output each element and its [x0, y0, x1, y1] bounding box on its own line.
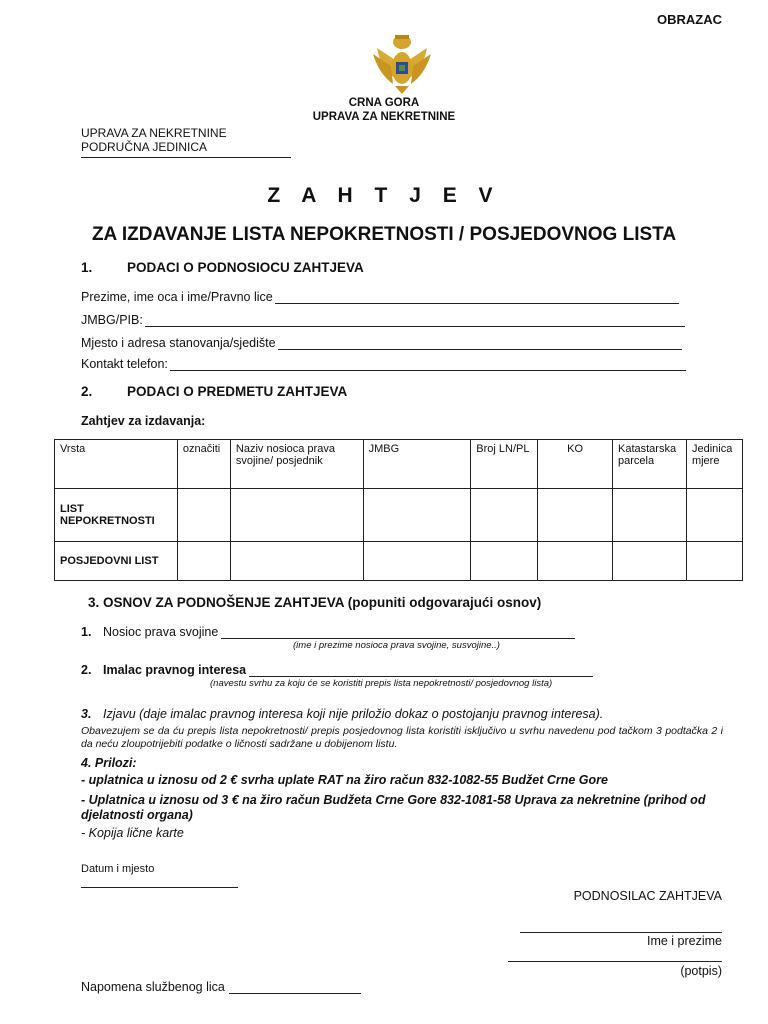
table-cell[interactable] [363, 542, 471, 581]
section3-note: (popuniti odgovarajući osnov) [344, 595, 542, 610]
item2-number: 2. [81, 663, 92, 677]
table-cell[interactable] [363, 489, 471, 542]
section1-title: PODACI O PODNOSIOCU ZAHTJEVA [127, 260, 364, 275]
date-place-label: Datum i mjesto [81, 863, 155, 875]
jmbg-pib-label: JMBG/PIB: [81, 313, 143, 327]
column-header: Jedinica mjere [686, 440, 742, 489]
attachment-list [81, 773, 723, 841]
table-cell[interactable] [686, 489, 742, 542]
column-header: Broj LN/PL [471, 440, 538, 489]
table-cell[interactable] [686, 542, 742, 581]
row-label-list-nepokretnosti: LIST NEPOKRETNOSTI [55, 489, 178, 542]
applicant-name-field[interactable] [81, 290, 679, 304]
statement-label: Izjavu (daje imalac pravnog interesa koji nije priložio dokaz o postojanju pravnog interesa). [103, 707, 604, 721]
table-cell[interactable] [612, 489, 686, 542]
address-label: Mjesto i adresa stanovanja/sjedište [81, 336, 276, 350]
country-name: CRNA GORA [348, 97, 420, 109]
document-title: Z A H T J E V [267, 184, 501, 207]
owner-hint: (ime i prezime nosioca prava svojine, susvojine..) [293, 640, 500, 651]
table-cell[interactable] [471, 489, 538, 542]
item3-number: 3. [81, 707, 92, 721]
statement-item [81, 707, 603, 721]
office-line-2: PODRUČNA JEDINICA [81, 140, 208, 154]
authority-name: UPRAVA ZA NEKRETNINE [312, 111, 456, 123]
section3-heading [88, 595, 541, 610]
table-cell[interactable] [230, 542, 363, 581]
coat-of-arms-icon [371, 30, 433, 96]
table-row [55, 489, 743, 542]
column-header: KO [538, 440, 613, 489]
section2-number: 2. [81, 384, 93, 399]
form-label: OBRAZAC [657, 12, 722, 27]
section1-number: 1. [81, 260, 93, 275]
signature-line[interactable] [508, 961, 722, 962]
declaration-text: Obavezujem se da ću prepis lista nepokretnosti/ prepis posjedovnog lista koristiti isključivo u svrhu navedenu pod tačkom 3 podtačka 2 i da neću zloupotrijebiti podatke o ličnosti sadržane u dobijenom listu. [81, 725, 723, 750]
signature-label: (potpis) [680, 964, 722, 978]
country-authority [0, 96, 768, 124]
applicant-label: PODNOSILAC ZAHTJEVA [573, 889, 722, 903]
office-block [81, 126, 227, 154]
office-line-1: UPRAVA ZA NEKRETNINE [81, 126, 227, 140]
legal-interest-field[interactable] [81, 663, 593, 677]
mark-cell[interactable] [177, 542, 230, 581]
table-cell[interactable] [230, 489, 363, 542]
table-row [55, 542, 743, 581]
applicant-name-label: Prezime, ime oca i ime/Pravno lice [81, 290, 273, 304]
phone-label: Kontakt telefon: [81, 357, 168, 371]
table-cell[interactable] [538, 542, 613, 581]
mark-cell[interactable] [177, 489, 230, 542]
section1-heading [81, 260, 364, 275]
name-label: Ime i prezime [646, 934, 722, 948]
jmbg-pib-field[interactable] [81, 313, 685, 327]
phone-field[interactable] [81, 357, 686, 371]
legal-interest-label: Imalac pravnog interesa [103, 663, 247, 677]
attachments-heading: 4. Prilozi: [81, 756, 137, 770]
owner-label: Nosioc prava svojine [103, 625, 219, 639]
document-subtitle: ZA IZDAVANJE LISTA NEPOKRETNOSTI / POSJEDOVNOG LISTA [91, 224, 677, 245]
column-header: JMBG [363, 440, 471, 489]
name-line[interactable] [520, 932, 722, 933]
official-note-label: Napomena službenog lica [81, 980, 225, 994]
owner-field[interactable] [81, 625, 575, 639]
section3-title: 3. OSNOV ZA PODNOŠENJE ZAHTJEVA [88, 595, 345, 610]
office-blank-line[interactable] [81, 157, 291, 158]
request-table [54, 439, 743, 581]
section2-title: PODACI O PREDMETU ZAHTJEVA [127, 384, 348, 399]
attachment-item: - uplatnica u iznosu od 2 € svrha uplate RAT na žiro račun 832-1082-55 Budžet Crne Gore [81, 773, 608, 787]
official-note-field[interactable] [81, 980, 361, 994]
address-field[interactable] [81, 336, 682, 350]
attachment-item: - Kopija lične karte [81, 826, 184, 840]
date-place-line[interactable] [81, 887, 238, 888]
row-label-posjedovni-list: POSJEDOVNI LIST [55, 542, 178, 581]
table-header-row [55, 440, 743, 489]
column-header: Vrsta [55, 440, 178, 489]
table-cell[interactable] [538, 489, 613, 542]
request-type-label: Zahtjev za izdavanja: [81, 414, 206, 428]
section2-heading [81, 384, 347, 399]
column-header: označiti [177, 440, 230, 489]
column-header: Naziv nosioca prava svojine/ posjednik [230, 440, 363, 489]
column-header: Katastarska parcela [612, 440, 686, 489]
legal-interest-hint: (navestu svrhu za koju će se koristiti prepis lista nepokretnosti/ posjedovnog lista) [210, 678, 553, 689]
table-cell[interactable] [612, 542, 686, 581]
item1-number: 1. [81, 625, 92, 639]
table-cell[interactable] [471, 542, 538, 581]
attachment-item: - Uplatnica u iznosu od 3 € na žiro račun Budžeta Crne Gore 832-1081-58 Uprava za nekretnine (prihod od djelatnosti organa) [81, 793, 706, 822]
